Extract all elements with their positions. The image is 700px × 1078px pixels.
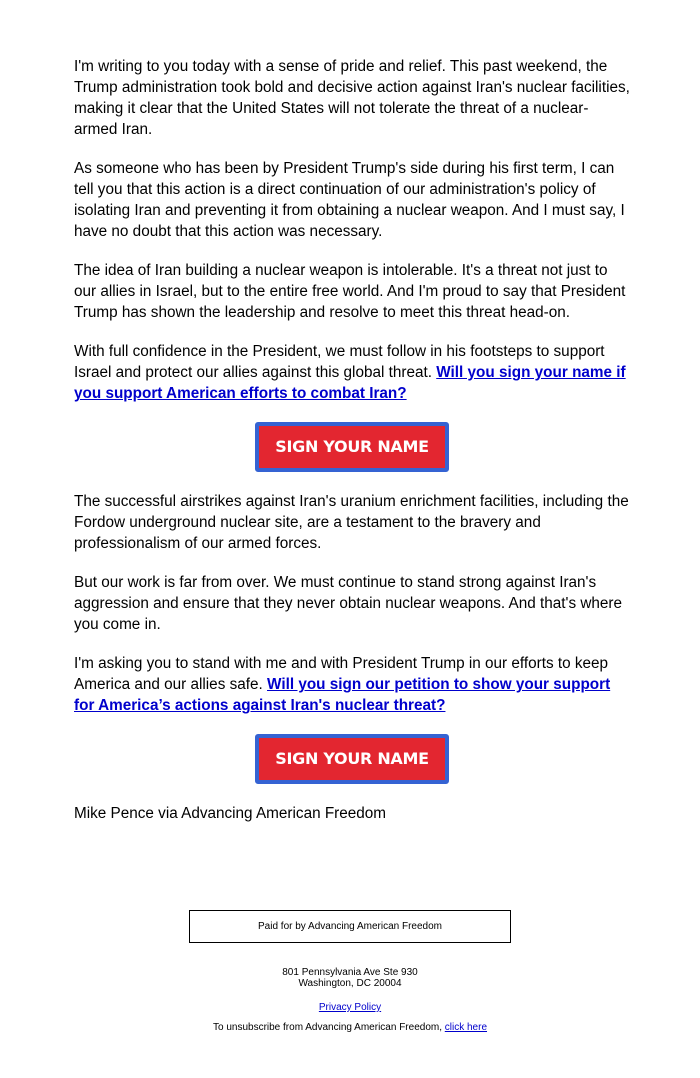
paragraph-4 (74, 341, 630, 404)
paragraph-1: I'm writing to you today with a sense of pride and relief. This past weekend, the Trump administration took bold and decisive action against Iran's nuclear facilities, making it clear that the United States will not tolerate the threat of a nuclear-armed Iran. (74, 58, 630, 138)
email-body (74, 56, 630, 824)
paragraph-2: As someone who has been by President Trump's side during his first term, I can tell you that this action is a direct continuation of our administration's policy of isolating Iran and preventing it from obtaining a nuclear weapon. And I must say, I have no doubt that this action was necessary. (74, 160, 625, 240)
paragraph-5: The successful airstrikes against Iran's uranium enrichment facilities, including the Fordow underground nuclear site, are a testament to the bravery and professionalism of our armed forces. (74, 493, 629, 552)
address-line-2: Washington, DC 20004 (298, 978, 402, 989)
signature: Mike Pence via Advancing American Freedom (74, 805, 387, 822)
sign-your-name-button[interactable]: SIGN YOUR NAME (255, 422, 449, 472)
paragraph-3: The idea of Iran building a nuclear weapon is intolerable. It's a threat not just to our allies in Israel, but to the entire free world. And I'm proud to say that President Trump has shown the leadership and resolve to meet this threat head-on. (74, 262, 626, 321)
unsubscribe-text: To unsubscribe from Advancing American Freedom, (212, 1022, 442, 1033)
button-row-2 (74, 734, 630, 784)
privacy-policy-link[interactable]: Privacy Policy (318, 1002, 382, 1013)
sign-name-link[interactable]: Will you sign your name if you support American efforts to combat Iran? (74, 364, 626, 402)
paragraph-7-text: I'm asking you to stand with me and with President Trump in our efforts to keep America and our allies safe. (74, 655, 609, 693)
paid-for-disclaimer: Paid for by Advancing American Freedom (189, 910, 511, 943)
paragraph-7 (74, 653, 630, 716)
privacy-row (0, 1002, 700, 1013)
unsubscribe-link[interactable]: click here (444, 1022, 488, 1033)
button-row-1 (74, 422, 630, 472)
paragraph-6: But our work is far from over. We must continue to stand strong against Iran's aggression and ensure that they never obtain nuclear weapons. And that's where you come in. (74, 574, 623, 633)
unsubscribe-row (0, 1022, 700, 1033)
mailing-address (0, 967, 700, 989)
paragraph-4-text: With full confidence in the President, we must follow in his footsteps to support Israel and protect our allies against this global threat. (74, 343, 605, 381)
sign-petition-link[interactable]: Will you sign our petition to show your support for America’s actions against Iran's nuclear threat? (74, 676, 611, 714)
sign-your-name-button-2[interactable]: SIGN YOUR NAME (255, 734, 449, 784)
address-line-1: 801 Pennsylvania Ave Ste 930 (282, 967, 418, 978)
